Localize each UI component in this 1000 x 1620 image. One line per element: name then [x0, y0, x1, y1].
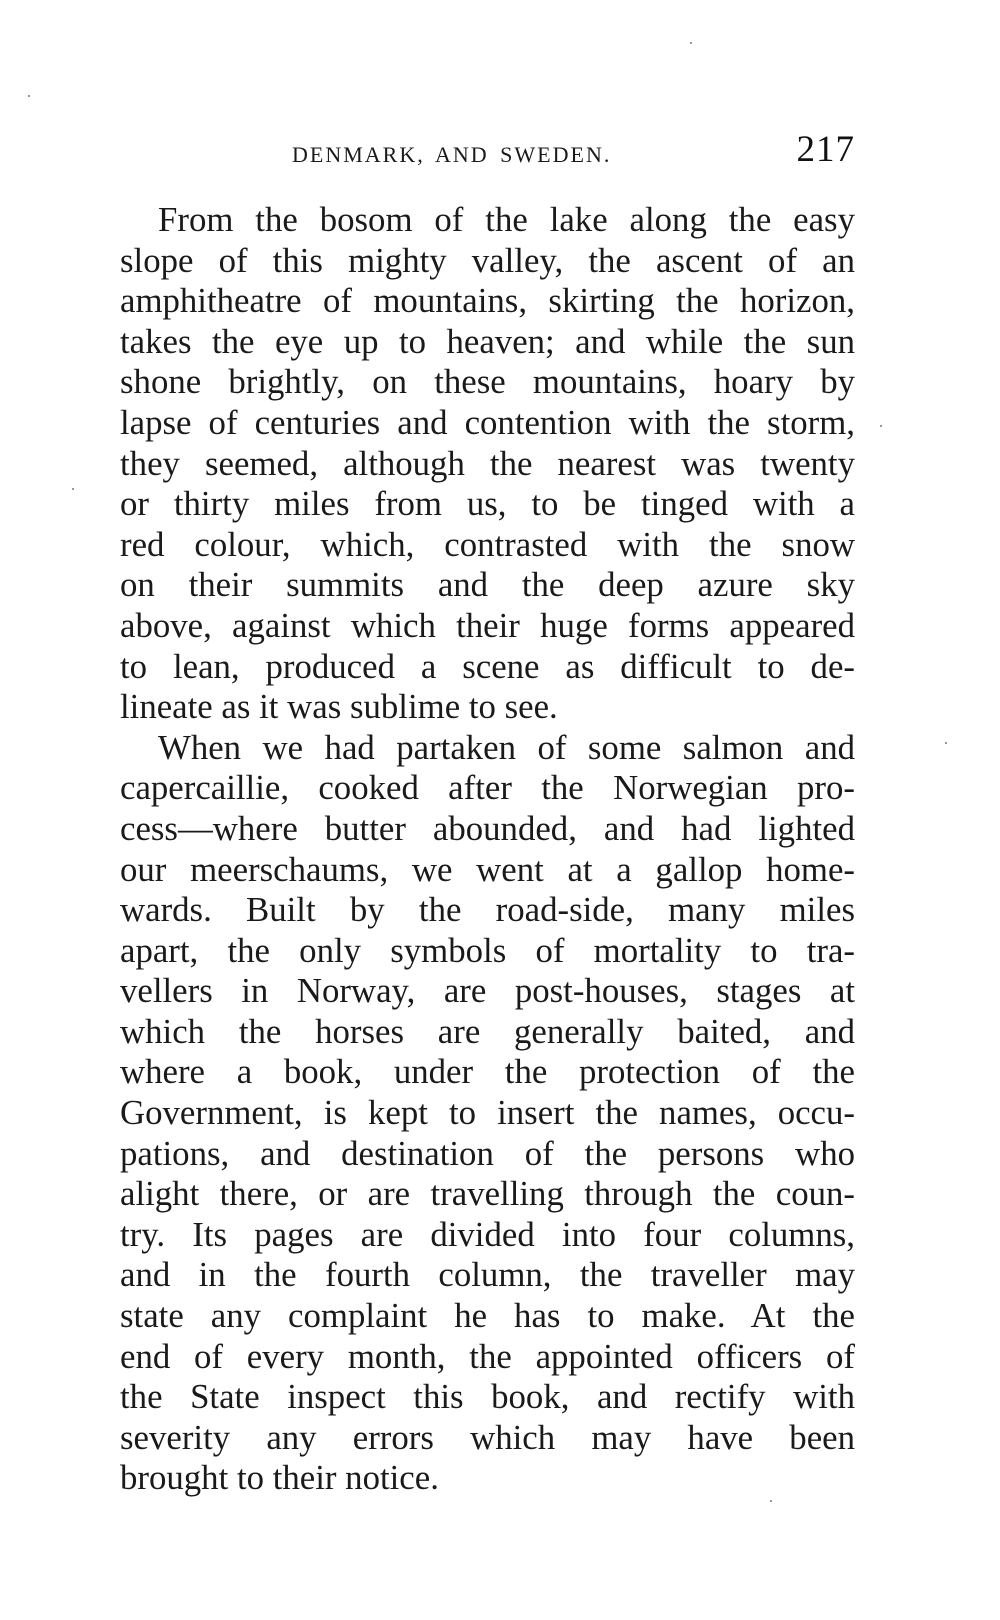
text-line: lapse of centuries and contention with the storm,	[120, 402, 855, 442]
text-line: or thirty miles from us, to be tinged with a	[120, 484, 855, 524]
scan-speck	[945, 742, 947, 744]
scan-speck	[72, 488, 74, 490]
text-line: wards. Built by the road-side, many miles	[120, 890, 855, 930]
text-line: takes the eye up to heaven; and while the sun	[120, 321, 855, 361]
running-title: DENMARK, AND SWEDEN.	[292, 142, 612, 167]
text-line: where a book, under the protection of the	[120, 1052, 855, 1092]
paragraph	[120, 728, 855, 1499]
page-number: 217	[796, 129, 855, 170]
text-line: lineate as it was sublime to see.	[120, 687, 558, 727]
text-line: the State inspect this book, and rectify with	[120, 1377, 855, 1417]
text-line: Government, is kept to insert the names, occu-	[120, 1093, 855, 1133]
text-line: they seemed, although the nearest was twenty	[120, 443, 855, 483]
text-line: cess—where butter abounded, and had lighted	[120, 808, 855, 848]
scan-speck	[28, 95, 30, 97]
text-line: state any complaint he has to make. At the	[120, 1296, 855, 1336]
text-line: end of every month, the appointed officers of	[120, 1336, 855, 1376]
text-line: slope of this mighty valley, the ascent of an	[120, 240, 855, 280]
scan-speck	[690, 42, 692, 44]
text-line: our meerschaums, we went at a gallop home-	[120, 849, 855, 889]
text-line: shone brightly, on these mountains, hoary by	[120, 362, 855, 402]
text-line: pations, and destination of the persons who	[120, 1133, 855, 1173]
text-line: to lean, produced a scene as difficult to de-	[120, 646, 855, 686]
scan-speck	[770, 1500, 772, 1502]
text-line: and in the fourth column, the traveller may	[120, 1255, 855, 1295]
text-line: which the horses are generally baited, and	[120, 1011, 855, 1051]
text-line: amphitheatre of mountains, skirting the horizon,	[120, 281, 855, 321]
text-line: above, against which their huge forms appeared	[120, 605, 855, 645]
text-line: capercaillie, cooked after the Norwegian pro-	[120, 768, 855, 808]
text-line: severity any errors which may have been	[120, 1417, 855, 1457]
text-line: brought to their notice.	[120, 1458, 439, 1498]
text-line: alight there, or are travelling through the coun-	[120, 1174, 855, 1214]
running-head	[120, 128, 855, 178]
text-line: When we had partaken of some salmon and	[158, 727, 855, 767]
text-line: vellers in Norway, are post-houses, stages at	[120, 971, 855, 1011]
text-line: apart, the only symbols of mortality to tra-	[120, 930, 855, 970]
paragraph	[120, 200, 855, 728]
body-text	[120, 200, 855, 1499]
text-line: red colour, which, contrasted with the snow	[120, 524, 855, 564]
text-line: try. Its pages are divided into four columns,	[120, 1214, 855, 1254]
scan-speck	[880, 425, 882, 427]
text-line: From the bosom of the lake along the easy	[158, 200, 855, 239]
text-line: on their summits and the deep azure sky	[120, 565, 855, 605]
